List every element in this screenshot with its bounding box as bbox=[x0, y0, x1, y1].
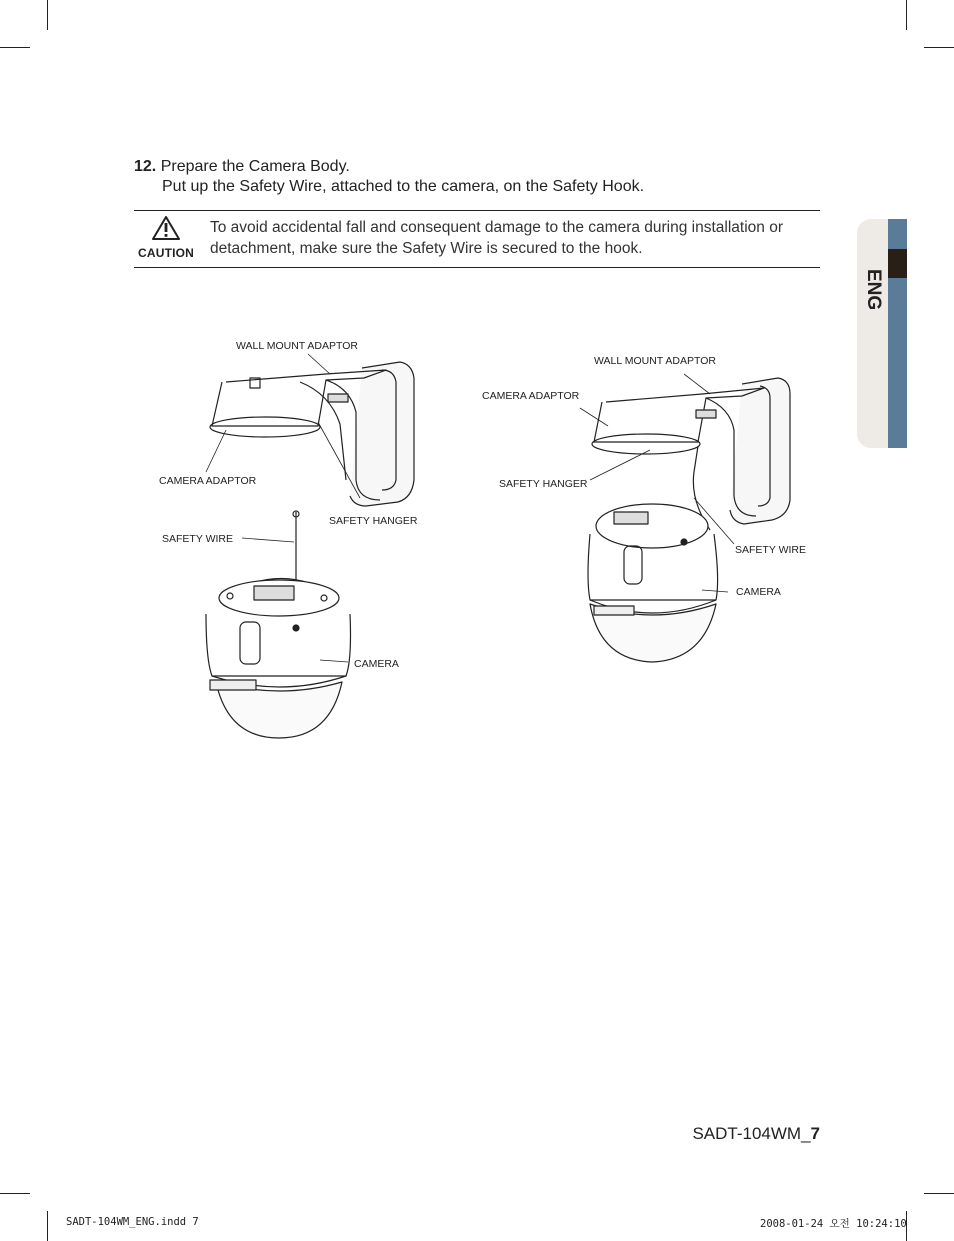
page-footer bbox=[692, 1124, 820, 1144]
crop-mark bbox=[0, 47, 30, 48]
caution-text: To avoid accidental fall and consequent damage to the camera during installation or detachment, make sure the Safety Wire is secured to the hook. bbox=[210, 219, 784, 257]
label-safety-wire-left: SAFETY WIRE bbox=[162, 533, 233, 545]
crop-mark bbox=[0, 1193, 30, 1194]
left-camera bbox=[206, 511, 351, 738]
step-instruction bbox=[134, 157, 644, 197]
label-safety-hanger-right: SAFETY HANGER bbox=[499, 478, 588, 490]
tab-background bbox=[857, 219, 888, 448]
step-number: 12. bbox=[134, 158, 157, 175]
installation-diagram bbox=[150, 330, 830, 750]
crop-mark bbox=[47, 1211, 48, 1241]
tab-label: ENG bbox=[863, 269, 884, 311]
caution-icon-block bbox=[134, 215, 198, 260]
crop-mark bbox=[924, 1193, 954, 1194]
tab-marker bbox=[888, 249, 907, 278]
language-tab bbox=[857, 219, 907, 448]
label-wall-mount-adaptor-left: WALL MOUNT ADAPTOR bbox=[236, 340, 358, 352]
label-wall-mount-adaptor-right: WALL MOUNT ADAPTOR bbox=[594, 355, 716, 367]
label-safety-wire-right: SAFETY WIRE bbox=[735, 544, 806, 556]
crop-mark bbox=[906, 0, 907, 30]
model-name: SADT-104WM_ bbox=[692, 1124, 811, 1143]
label-camera-adaptor-left: CAMERA ADAPTOR bbox=[159, 475, 257, 487]
slug-timestamp: 2008-01-24 오전 10:24:10 bbox=[760, 1218, 907, 1230]
warning-triangle-icon bbox=[151, 215, 181, 241]
slug-file: SADT-104WM_ENG.indd 7 bbox=[66, 1216, 199, 1228]
page-number: 7 bbox=[810, 1124, 820, 1143]
right-camera bbox=[588, 472, 718, 662]
crop-mark bbox=[924, 47, 954, 48]
right-wall-mount bbox=[592, 378, 790, 524]
label-safety-hanger-left: SAFETY HANGER bbox=[329, 515, 418, 527]
label-camera-right: CAMERA bbox=[736, 586, 781, 598]
label-camera-left: CAMERA bbox=[354, 658, 399, 670]
right-leader-lines bbox=[580, 374, 734, 592]
step-line-1: Prepare the Camera Body. bbox=[160, 158, 350, 175]
caution-label: CAUTION bbox=[137, 246, 195, 260]
caution-box bbox=[134, 210, 820, 268]
crop-mark bbox=[47, 0, 48, 30]
label-camera-adaptor-right: CAMERA ADAPTOR bbox=[482, 390, 580, 402]
step-line-2: Put up the Safety Wire, attached to the camera, on the Safety Hook. bbox=[162, 178, 645, 195]
